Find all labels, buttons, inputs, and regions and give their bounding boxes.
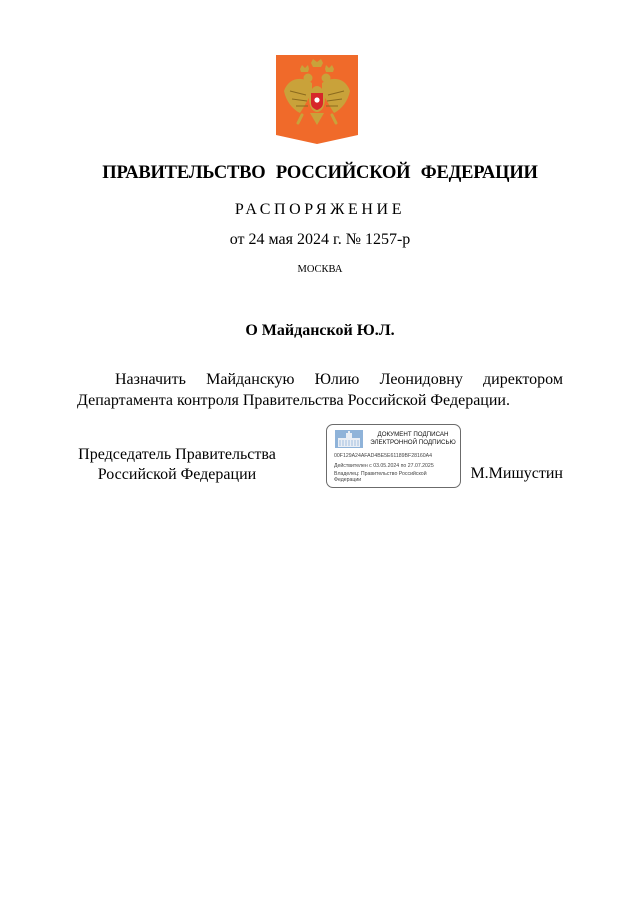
document-date-number: от 24 мая 2024 г. № 1257-р	[229, 231, 411, 248]
coat-of-arms-emblem	[276, 55, 358, 144]
document-city: МОСКВА	[297, 264, 343, 275]
signer-title-line: Российской Федерации	[97, 466, 257, 483]
stamp-heading-line: ДОКУМЕНТ ПОДПИСАН	[377, 431, 449, 438]
document-type: РАСПОРЯЖЕНИЕ	[234, 201, 406, 218]
document-subject: О Майданской Ю.Л.	[245, 322, 395, 339]
government-building-icon	[335, 430, 363, 448]
stamp-serial: 00F129A24AFAD4BE5E61189BF28160A4	[334, 453, 432, 459]
electronic-signature-stamp	[326, 424, 461, 488]
body-line: Назначить Майданскую Юлию Леонидовну директором	[115, 371, 563, 388]
stamp-owner: Владелец: Правительство Российской Федерации	[334, 471, 427, 484]
signer-title	[62, 445, 292, 485]
stamp-heading-line: ЭЛЕКТРОННОЙ ПОДПИСЬЮ	[370, 439, 456, 446]
signer-name: М.Мишустин	[470, 465, 563, 482]
body-line: Департамента контроля Правительства Российской Федерации.	[77, 392, 510, 409]
signer-title-line: Председатель Правительства	[78, 446, 276, 463]
stamp-heading	[365, 431, 461, 447]
body-paragraph	[77, 369, 563, 411]
government-title: ПРАВИТЕЛЬСТВО РОССИЙСКОЙ ФЕДЕРАЦИИ	[102, 163, 538, 183]
stamp-validity: Действителен с 03.05.2024 по 27.07.2025	[334, 463, 434, 469]
